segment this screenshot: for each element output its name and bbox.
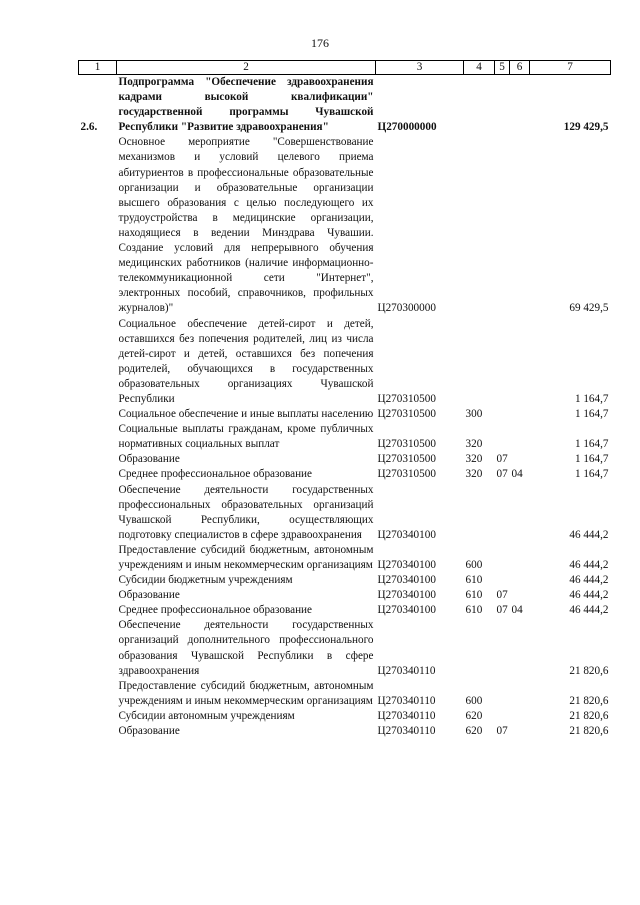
table-row (79, 588, 611, 603)
column-header: 5 (495, 61, 510, 75)
expense-type-code (464, 483, 495, 543)
row-name: Предоставление субсидий бюджетным, автономным учреждениям и иным некоммерческим организациям (118, 679, 374, 707)
row-number (79, 618, 117, 678)
row-number (79, 603, 117, 618)
row-number (79, 452, 117, 467)
amount: 1 164,7 (574, 408, 609, 421)
row-name: Социальное обеспечение детей-сирот и детей, оставшихся без попечения родителей, лиц из числа детей-сирот и детей, оставшихся без попечения родителей, обучающихся в государственных образовательных организациях Чувашской Республики (118, 317, 374, 405)
expense-type-code: 610 (465, 574, 483, 587)
amount: 21 820,6 (569, 725, 609, 738)
column-number-header (79, 61, 611, 75)
row-number (79, 543, 117, 573)
section-code: 07 (496, 453, 508, 466)
subsection-code (510, 618, 530, 678)
table-row (79, 407, 611, 422)
expense-type-code (464, 317, 495, 408)
expense-type-code: 610 (465, 589, 483, 602)
table-row (79, 422, 611, 452)
table-row (79, 573, 611, 588)
amount: 129 429,5 (563, 121, 609, 134)
target-article-code: Ц270000000 (377, 121, 437, 134)
expense-type-code: 600 (465, 559, 483, 571)
section-code (495, 709, 510, 724)
target-article-code: Ц270310500 (377, 453, 436, 466)
row-number (79, 135, 117, 316)
expense-type-code (464, 75, 495, 136)
target-article-code: Ц270340100 (377, 574, 436, 587)
amount: 46 444,2 (569, 604, 609, 617)
section-code: 07 (496, 589, 508, 602)
row-name: Обеспечение деятельности государственных организаций дополнительного профессионального образования Чувашской Республики в сфере здравоохранения (118, 619, 374, 677)
subsection-code (510, 679, 530, 709)
row-number (79, 422, 117, 452)
column-header: 7 (530, 61, 611, 75)
target-article-code: Ц270310500 (377, 468, 436, 481)
amount: 1 164,7 (574, 468, 609, 481)
target-article-code: Ц270300000 (377, 302, 436, 315)
table-row (79, 709, 611, 724)
column-header: 3 (376, 61, 464, 75)
row-name: Предоставление субсидий бюджетным, автономным учреждениям и иным некоммерческим организациям (118, 543, 374, 571)
row-number (79, 724, 117, 739)
section-code (495, 135, 510, 316)
expense-type-code: 320 (465, 438, 483, 451)
expense-type-code: 620 (465, 725, 483, 738)
subsection-code (510, 452, 530, 467)
page-number: 176 (311, 36, 329, 50)
budget-table (78, 60, 611, 739)
row-name: Обеспечение деятельности государственных профессиональных образовательных организаций Чувашской Республики, осуществляющих подготовку специалистов в сфере здравоохранения (118, 483, 374, 541)
section-code (495, 543, 510, 573)
row-name: Субсидии автономным учреждениям (118, 709, 295, 722)
subsection-code (510, 75, 530, 136)
section-code (495, 679, 510, 709)
target-article-code: Ц270340110 (377, 709, 436, 722)
amount: 46 444,2 (569, 574, 609, 587)
table-row (79, 75, 611, 136)
subsection-code (510, 543, 530, 573)
amount: 21 820,6 (569, 694, 609, 707)
target-article-code: Ц270340100 (377, 589, 436, 602)
table-row (79, 452, 611, 467)
subsection-code (510, 588, 530, 603)
row-number (79, 483, 117, 543)
column-header: 2 (117, 61, 376, 75)
row-name: Социальное обеспечение и иные выплаты населению (118, 408, 374, 421)
subsection-code (510, 724, 530, 739)
row-number (79, 467, 117, 482)
row-number (79, 588, 117, 603)
row-name: Социальные выплаты гражданам, кроме публичных нормативных социальных выплат (118, 423, 374, 451)
subsection-code (510, 407, 530, 422)
amount: 69 429,5 (569, 302, 609, 315)
row-name: Среднее профессиональное образование (118, 468, 313, 481)
row-name: Среднее профессиональное образование (118, 604, 313, 617)
section-code (495, 75, 510, 136)
target-article-code: Ц270340110 (377, 725, 436, 738)
amount: 46 444,2 (569, 559, 609, 571)
amount: 21 820,6 (569, 709, 609, 722)
row-name: Основное мероприятие "Совершенствование механизмов и условий целевого приема абитуриентов в профессиональные образовательные организации и образовательные организации высшего образования с целью последующего их трудоустройства в медицинские организации, находящиеся в ведении Минздрава Чувашии. Создание условий для непрерывного обучения медицинских работников (наличие информационно-телекоммуникационной сети "Интернет", электронных пособий, справочников, профильных журналов)" (118, 136, 374, 315)
row-name: Субсидии бюджетным учреждениям (118, 574, 293, 587)
row-number (79, 709, 117, 724)
target-article-code: Ц270310500 (377, 392, 436, 405)
column-header: 4 (464, 61, 495, 75)
expense-type-code: 610 (465, 604, 483, 617)
column-header: 1 (79, 61, 117, 75)
table-row (79, 618, 611, 678)
section-code: 07 (496, 725, 508, 738)
subsection-code (510, 483, 530, 543)
target-article-code: Ц270310500 (377, 408, 436, 421)
subsection-code (510, 422, 530, 452)
table-row (79, 543, 611, 573)
section-code (495, 317, 510, 408)
expense-type-code: 620 (465, 709, 483, 722)
row-number (79, 317, 117, 408)
table-row (79, 467, 611, 482)
subsection-code (510, 709, 530, 724)
section-code (495, 573, 510, 588)
expense-type-code (464, 618, 495, 678)
expense-type-code: 320 (465, 468, 483, 481)
expense-type-code: 600 (465, 694, 483, 707)
expense-type-code: 300 (465, 408, 483, 421)
section-code (495, 618, 510, 678)
row-number (79, 573, 117, 588)
target-article-code: Ц270340100 (377, 528, 436, 541)
section-code (495, 407, 510, 422)
subsection-code (510, 573, 530, 588)
row-number (79, 407, 117, 422)
subsection-code: 04 (511, 468, 523, 481)
table-row (79, 135, 611, 316)
table-row (79, 724, 611, 739)
row-name: Образование (118, 453, 180, 466)
row-name: Подпрограмма "Обеспечение здравоохранения кадрами высокой квалификации" государственной программы Чувашской Республики "Развитие здравоохранения" (118, 76, 374, 134)
amount: 46 444,2 (569, 528, 609, 541)
table-row (79, 317, 611, 408)
expense-type-code: 320 (465, 453, 483, 466)
expense-type-code (464, 135, 495, 316)
target-article-code: Ц270340110 (377, 694, 436, 707)
section-code (495, 422, 510, 452)
amount: 46 444,2 (569, 589, 609, 602)
row-name: Образование (118, 725, 180, 738)
target-article-code: Ц270310500 (377, 438, 436, 451)
amount: 21 820,6 (569, 664, 609, 677)
subsection-code (510, 135, 530, 316)
column-header: 6 (510, 61, 530, 75)
amount: 1 164,7 (574, 453, 609, 466)
target-article-code: Ц270340100 (377, 604, 436, 617)
subsection-code: 04 (511, 604, 523, 617)
target-article-code: Ц270340110 (377, 664, 436, 677)
amount: 1 164,7 (574, 438, 609, 451)
row-number: 2.6. (80, 121, 98, 134)
section-code (495, 483, 510, 543)
row-name: Образование (118, 589, 180, 602)
amount: 1 164,7 (574, 392, 609, 405)
target-article-code: Ц270340100 (377, 559, 436, 571)
table-row (79, 483, 611, 543)
table-row (79, 603, 611, 618)
table-row (79, 679, 611, 709)
subsection-code (510, 317, 530, 408)
section-code: 07 (496, 468, 508, 481)
section-code: 07 (496, 604, 508, 617)
row-number (79, 679, 117, 709)
